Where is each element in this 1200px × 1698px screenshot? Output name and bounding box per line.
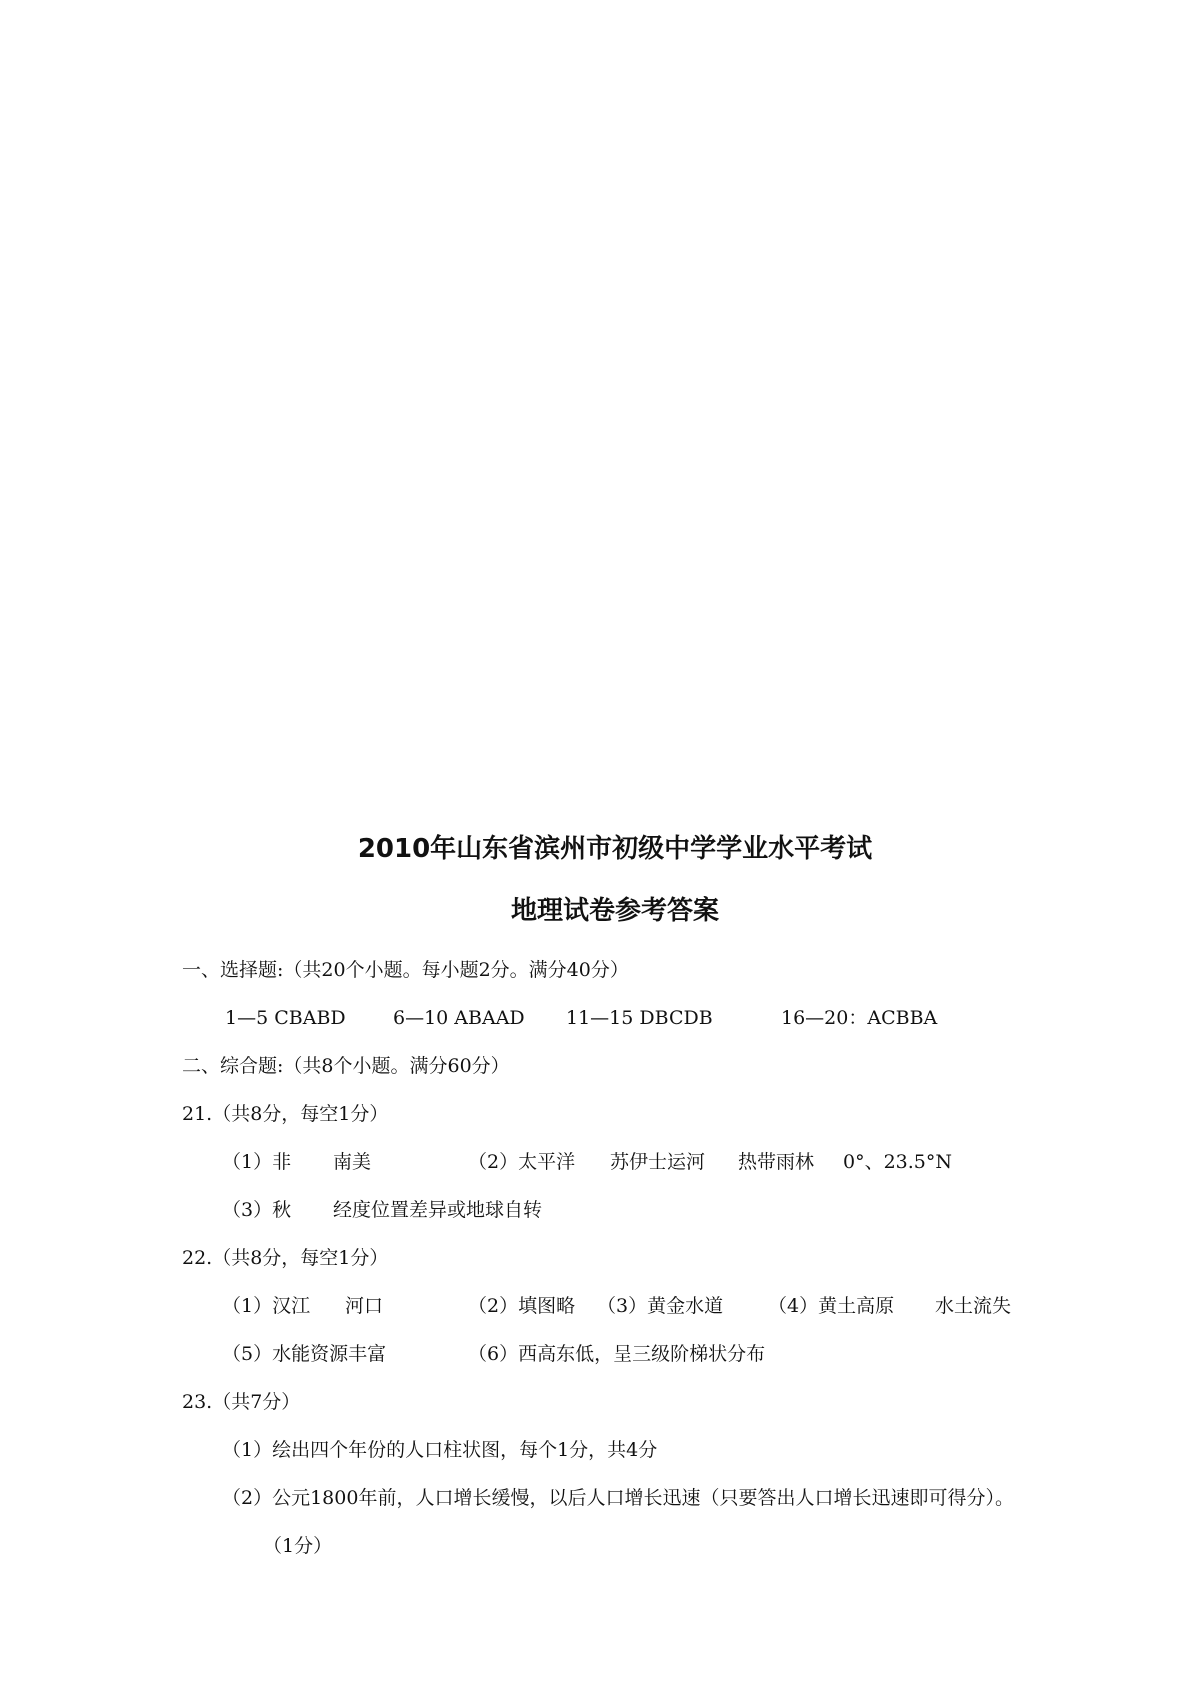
page-title: 2010年山东省滨州市初级中学学业水平考试 xyxy=(357,834,873,864)
q22-answer: （5）水能资源丰富 xyxy=(222,1343,387,1365)
q22-answer: 水土流失 xyxy=(935,1295,1012,1317)
answer-11-15: 11—15 DBCDB xyxy=(566,1007,713,1029)
q21-answer: 经度位置差异或地球自转 xyxy=(333,1199,543,1221)
answer-1-5: 1—5 CBABD xyxy=(225,1007,346,1029)
page-subtitle: 地理试卷参考答案 xyxy=(510,896,719,926)
q21-answer: 南美 xyxy=(333,1151,372,1173)
q21-heading: 21.（共8分，每空1分） xyxy=(182,1103,389,1125)
section2-heading: 二、综合题:（共8个小题。满分60分） xyxy=(182,1055,510,1077)
answer-6-10: 6—10 ABAAD xyxy=(393,1007,525,1029)
q21-answer: （3）秋 xyxy=(222,1199,292,1221)
q22-answer: （2）填图略 xyxy=(468,1295,576,1317)
q22-answer: （4）黄土高原 xyxy=(768,1295,895,1317)
q21-answer: 热带雨林 xyxy=(738,1151,815,1173)
q23-item2: （2）公元1800年前，人口增长缓慢，以后人口增长迅速（只要答出人口增长迅速即可得分）。 xyxy=(222,1487,1014,1509)
q22-answer: （1）汉江 xyxy=(222,1295,311,1317)
section1-heading: 一、选择题:（共20个小题。每小题2分。满分40分） xyxy=(182,959,629,981)
q22-row2 xyxy=(0,1341,1200,1367)
section1-answers-row xyxy=(0,1005,1200,1031)
q22-heading: 22.（共8分，每空1分） xyxy=(182,1247,389,1269)
q22-row1 xyxy=(0,1293,1200,1319)
q22-answer: 河口 xyxy=(345,1295,384,1317)
answer-16-20: 16—20：ACBBA xyxy=(781,1007,938,1029)
q21-answer: 苏伊士运河 xyxy=(610,1151,706,1173)
q23-heading: 23.（共7分） xyxy=(182,1391,301,1413)
q21-answer: （1）非 xyxy=(222,1151,292,1173)
q23-item2-score: （1分） xyxy=(263,1535,333,1557)
q21-answer: 0°、23.5°N xyxy=(843,1151,953,1173)
q21-row2 xyxy=(0,1197,1200,1223)
q22-answer: （3）黄金水道 xyxy=(597,1295,724,1317)
q21-answer: （2）太平洋 xyxy=(468,1151,576,1173)
q23-item1: （1）绘出四个年份的人口柱状图，每个1分，共4分 xyxy=(222,1439,658,1461)
q22-answer: （6）西高东低，呈三级阶梯状分布 xyxy=(468,1343,766,1365)
q21-row1 xyxy=(0,1149,1200,1175)
